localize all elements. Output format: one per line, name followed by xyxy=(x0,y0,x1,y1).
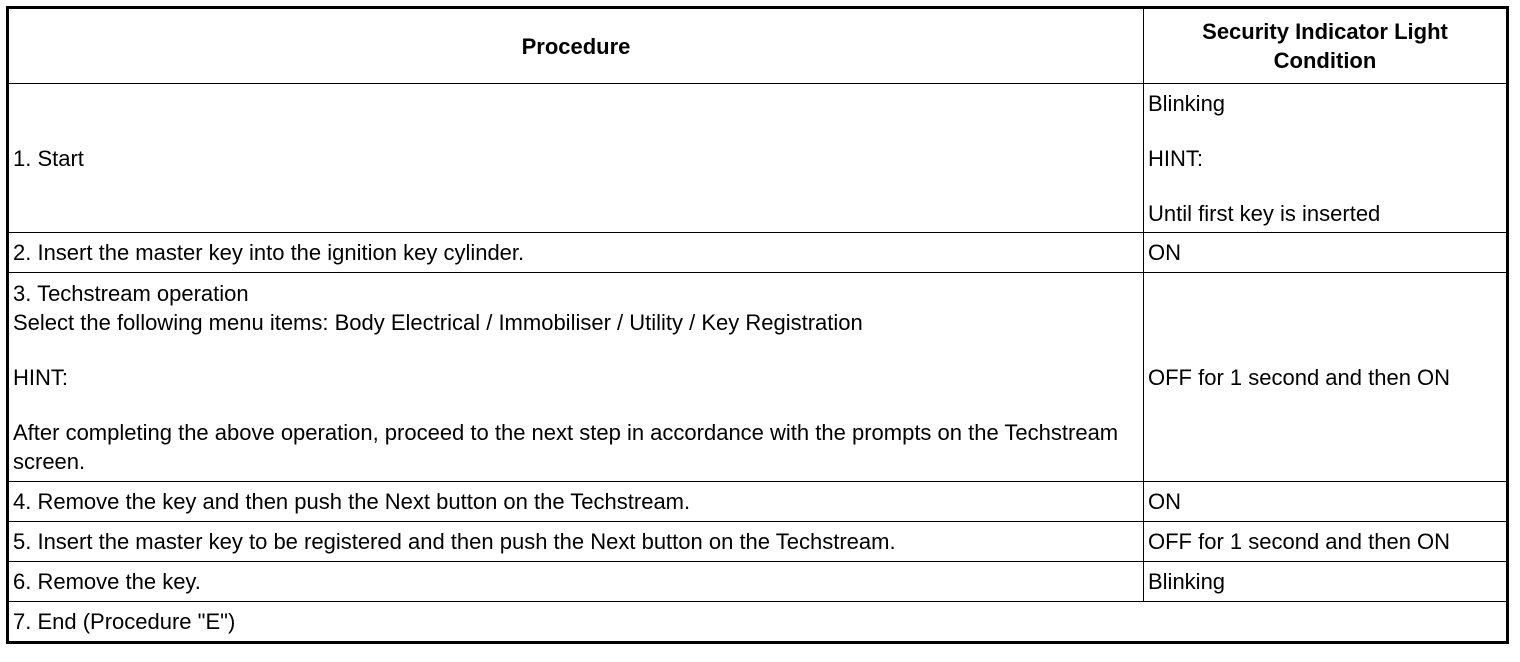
condition-cell xyxy=(1144,84,1508,233)
condition-text: Blinking xyxy=(1148,569,1226,594)
table-row xyxy=(8,233,1508,273)
condition-cell xyxy=(1144,522,1508,562)
condition-cell xyxy=(1144,273,1508,482)
procedure-text: 1. Start xyxy=(13,145,84,171)
table-row xyxy=(8,84,1508,233)
table-row xyxy=(8,273,1508,482)
procedure-text: 5. Insert the master key to be registered and then push the Next button on the Techstream. xyxy=(13,529,896,554)
condition-text: Blinking xyxy=(1148,90,1226,116)
condition-text: OFF for 1 second and then ON xyxy=(1148,529,1451,554)
condition-text: ON xyxy=(1148,489,1181,514)
procedure-cell xyxy=(8,602,1508,643)
procedure-text: 7. End (Procedure "E") xyxy=(13,609,236,634)
procedure-table-container xyxy=(6,6,1506,644)
hint-text: Until first key is inserted xyxy=(1148,200,1381,226)
table-row xyxy=(8,562,1508,602)
procedure-cell xyxy=(8,482,1144,522)
hint-label: HINT: xyxy=(13,364,68,390)
procedure-cell xyxy=(8,273,1144,482)
table-row xyxy=(8,602,1508,643)
condition-text: ON xyxy=(1148,240,1181,265)
condition-cell xyxy=(1144,562,1508,602)
condition-cell xyxy=(1144,482,1508,522)
procedure-menu-path: Select the following menu items: Body Electrical / Immobiliser / Utility / Key Registration xyxy=(13,309,863,335)
table-header-row xyxy=(8,8,1508,84)
condition-text: OFF for 1 second and then ON xyxy=(1148,364,1451,390)
procedure-text: 2. Insert the master key into the ignition key cylinder. xyxy=(13,240,525,265)
header-security-indicator-condition: Security Indicator Light Condition xyxy=(1144,8,1508,84)
condition-cell xyxy=(1144,233,1508,273)
procedure-cell xyxy=(8,522,1144,562)
key-registration-procedure-table xyxy=(6,6,1509,644)
header-procedure: Procedure xyxy=(8,8,1144,84)
procedure-cell xyxy=(8,233,1144,273)
procedure-text: 4. Remove the key and then push the Next button on the Techstream. xyxy=(13,489,691,514)
procedure-cell xyxy=(8,562,1144,602)
procedure-text: 6. Remove the key. xyxy=(13,569,201,594)
table-row xyxy=(8,522,1508,562)
hint-text: After completing the above operation, proceed to the next step in accordance with the prompts on the Techstream screen. xyxy=(13,419,1119,474)
procedure-cell xyxy=(8,84,1144,233)
table-row xyxy=(8,482,1508,522)
hint-label: HINT: xyxy=(1148,145,1203,171)
procedure-text: 3. Techstream operation xyxy=(13,280,249,306)
